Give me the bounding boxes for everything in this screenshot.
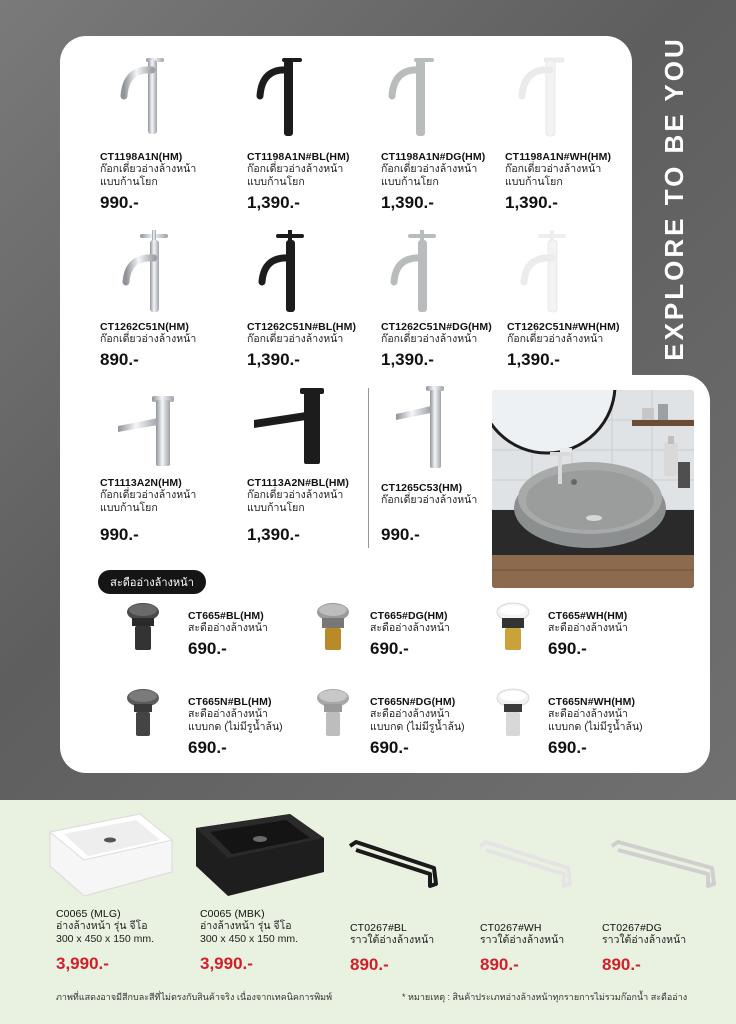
disclaimer-note: ภาพที่แสดงอาจมีสีกบละสีที่ไม่ตรงกับสินค้าจริง เนื่องจากเทคนิคการพิมพ์ [56, 992, 333, 1002]
product-desc: แบบก้านโยก [381, 176, 439, 188]
product-ct665n-wh[interactable] [548, 696, 643, 758]
product-desc: ราวใต้อ่างล้างหน้า [602, 934, 687, 946]
product-price: 690.- [548, 639, 587, 658]
product-desc: ก๊อกเดี่ยวอ่างล้างหน้า [505, 163, 602, 175]
product-code: CT0267#BL [350, 922, 407, 934]
product-code: CT1198A1N#DG(HM) [381, 151, 486, 163]
product-desc: ก๊อกเดี่ยวอ่างล้างหน้า [381, 163, 478, 175]
product-code: CT665#WH(HM) [548, 610, 628, 622]
product-code: C0065 (MLG) [56, 908, 121, 920]
faucet-illustration [390, 384, 456, 475]
product-code: CT665N#DG(HM) [370, 696, 456, 708]
product-desc: แบบก้านโยก [505, 176, 563, 188]
bathroom-sink-photo [492, 390, 694, 588]
column-divider [368, 388, 369, 548]
product-desc: แบบกด (ไม่มีรูน้ำล้น) [370, 721, 465, 733]
product-desc: แบบกด (ไม่มีรูน้ำล้น) [548, 721, 643, 733]
product-desc: ก๊อกเดี่ยวอ่างล้างหน้า [507, 333, 604, 345]
product-price: 690.- [370, 639, 409, 658]
product-ct1198a1n-bl[interactable] [247, 151, 350, 213]
product-price: 3,990.- [56, 954, 109, 973]
product-code: CT665N#BL(HM) [188, 696, 272, 708]
product-code: CT1265C53(HM) [381, 482, 463, 494]
product-desc: ราวใต้อ่างล้างหน้า [480, 934, 565, 946]
product-ct1113a2n[interactable] [100, 477, 196, 545]
product-desc: ก๊อกเดี่ยวอ่างล้างหน้า [247, 489, 344, 501]
product-ct665-wh[interactable] [548, 610, 628, 659]
product-price: 1,390.- [381, 350, 434, 369]
product-code: CT1113A2N#BL(HM) [247, 477, 349, 489]
product-desc: 300 x 450 x 150 mm. [200, 933, 299, 945]
product-ct1262c51n-bl[interactable] [247, 321, 356, 370]
product-ct1262c51n-dg[interactable] [381, 321, 492, 370]
faucet-illustration [118, 230, 178, 319]
product-price: 690.- [548, 738, 587, 757]
product-price: 1,390.- [247, 350, 300, 369]
faucet-illustration [386, 230, 446, 319]
product-price: 690.- [188, 639, 227, 658]
product-ct0267-dg[interactable] [602, 922, 686, 975]
product-price: 990.- [381, 525, 420, 544]
product-ct1113a2n-bl[interactable] [247, 477, 349, 545]
product-desc: แบบกด (ไม่มีรูน้ำล้น) [188, 721, 283, 733]
product-desc: แบบก้านโยก [247, 176, 305, 188]
product-desc: สะดืออ่างล้างหน้า [548, 708, 628, 720]
product-code: CT1198A1N#BL(HM) [247, 151, 350, 163]
product-desc: ก๊อกเดี่ยวอ่างล้างหน้า [100, 489, 197, 501]
product-c0065-mbk[interactable] [200, 908, 298, 974]
faucet-illustration [516, 230, 576, 319]
product-price: 890.- [350, 955, 389, 974]
product-desc: สะดืออ่างล้างหน้า [188, 622, 268, 634]
product-ct665n-bl[interactable] [188, 696, 283, 758]
faucet-illustration [250, 386, 326, 471]
faucet-illustration [118, 56, 174, 143]
product-desc: ก๊อกเดี่ยวอ่างล้างหน้า [247, 333, 344, 345]
product-ct665-dg[interactable] [370, 610, 450, 659]
product-code: CT1113A2N(HM) [100, 477, 182, 489]
product-ct0267-wh[interactable] [480, 922, 564, 975]
product-ct665n-dg[interactable] [370, 696, 465, 758]
towel-rail-illustration [608, 838, 720, 895]
product-desc: อ่างล้างหน้า รุ่น จีโอ [200, 920, 292, 932]
towel-rail-illustration [476, 838, 576, 895]
product-desc: สะดืออ่างล้างหน้า [370, 622, 450, 634]
basin-white-illustration [44, 810, 176, 905]
product-price: 990.- [100, 193, 139, 212]
product-desc: 300 x 450 x 150 mm. [56, 933, 155, 945]
product-desc: อ่างล้างหน้า รุ่น จีโอ [56, 920, 148, 932]
product-desc: สะดืออ่างล้างหน้า [188, 708, 268, 720]
product-price: 1,390.- [247, 525, 300, 544]
product-price: 3,990.- [200, 954, 253, 973]
faucet-illustration [112, 392, 182, 473]
towel-rail-illustration [346, 838, 442, 895]
product-desc: สะดืออ่างล้างหน้า [548, 622, 628, 634]
product-ct1198a1n-dg[interactable] [381, 151, 485, 213]
product-desc: ก๊อกเดี่ยวอ่างล้างหน้า [381, 333, 478, 345]
drain-illustration [124, 688, 162, 745]
drain-illustration [314, 602, 352, 659]
product-ct1265c53[interactable] [381, 482, 477, 545]
product-code: CT665#DG(HM) [370, 610, 448, 622]
product-code: C0065 (MBK) [200, 908, 265, 920]
product-ct1262c51n-wh[interactable] [507, 321, 620, 370]
product-desc: ก๊อกเดี่ยวอ่างล้างหน้า [100, 333, 197, 345]
product-desc: ก๊อกเดี่ยวอ่างล้างหน้า [381, 494, 478, 506]
product-code: CT1262C51N#DG(HM) [381, 321, 492, 333]
product-desc: แบบก้านโยก [247, 502, 305, 514]
product-code: CT1198A1N#WH(HM) [505, 151, 612, 163]
product-price: 890.- [480, 955, 519, 974]
product-code: CT1262C51N#WH(HM) [507, 321, 620, 333]
product-code: CT1262C51N(HM) [100, 321, 189, 333]
product-desc: แบบก้านโยก [100, 176, 158, 188]
drain-illustration [124, 602, 162, 659]
product-ct1262c51n[interactable] [100, 321, 196, 370]
faucet-illustration [386, 56, 442, 143]
product-code: CT0267#DG [602, 922, 662, 934]
remark-note: * หมายเหตุ : สินค้าประเภทอ่างล้างหน้าทุกรายการไม่รวมก๊อกน้ำ สะดืออ่าง [402, 992, 688, 1002]
product-price: 690.- [370, 738, 409, 757]
product-desc: แบบก้านโยก [100, 502, 158, 514]
product-code: CT665#BL(HM) [188, 610, 264, 622]
product-price: 1,390.- [381, 193, 434, 212]
product-price: 1,390.- [505, 193, 558, 212]
faucet-illustration [516, 56, 572, 143]
drain-section-label: สะดืออ่างล้างหน้า [98, 570, 206, 594]
faucet-illustration [254, 56, 310, 143]
product-code: CT1262C51N#BL(HM) [247, 321, 357, 333]
product-c0065-mlg[interactable] [56, 908, 154, 974]
product-price: 690.- [188, 738, 227, 757]
product-code: CT0267#WH [480, 922, 542, 934]
product-desc: ก๊อกเดี่ยวอ่างล้างหน้า [100, 163, 197, 175]
product-ct0267-bl[interactable] [350, 922, 434, 975]
side-title: EXPLORE TO BE YOU [658, 35, 689, 361]
drain-illustration [494, 602, 532, 659]
product-price: 1,390.- [507, 350, 560, 369]
product-price: 890.- [602, 955, 641, 974]
product-desc: ก๊อกเดี่ยวอ่างล้างหน้า [247, 163, 344, 175]
product-desc: สะดืออ่างล้างหน้า [370, 708, 450, 720]
drain-illustration [494, 688, 532, 745]
product-ct1198a1n-wh[interactable] [505, 151, 611, 213]
product-price: 990.- [100, 525, 139, 544]
product-ct665-bl[interactable] [188, 610, 268, 659]
product-desc: ราวใต้อ่างล้างหน้า [350, 934, 435, 946]
drain-illustration [314, 688, 352, 745]
basin-black-illustration [192, 810, 328, 905]
product-code: CT665N#WH(HM) [548, 696, 636, 708]
product-ct1198a1n[interactable] [100, 151, 196, 213]
product-code: CT1198A1N(HM) [100, 151, 183, 163]
product-price: 1,390.- [247, 193, 300, 212]
faucet-illustration [254, 230, 314, 319]
product-price: 890.- [100, 350, 139, 369]
